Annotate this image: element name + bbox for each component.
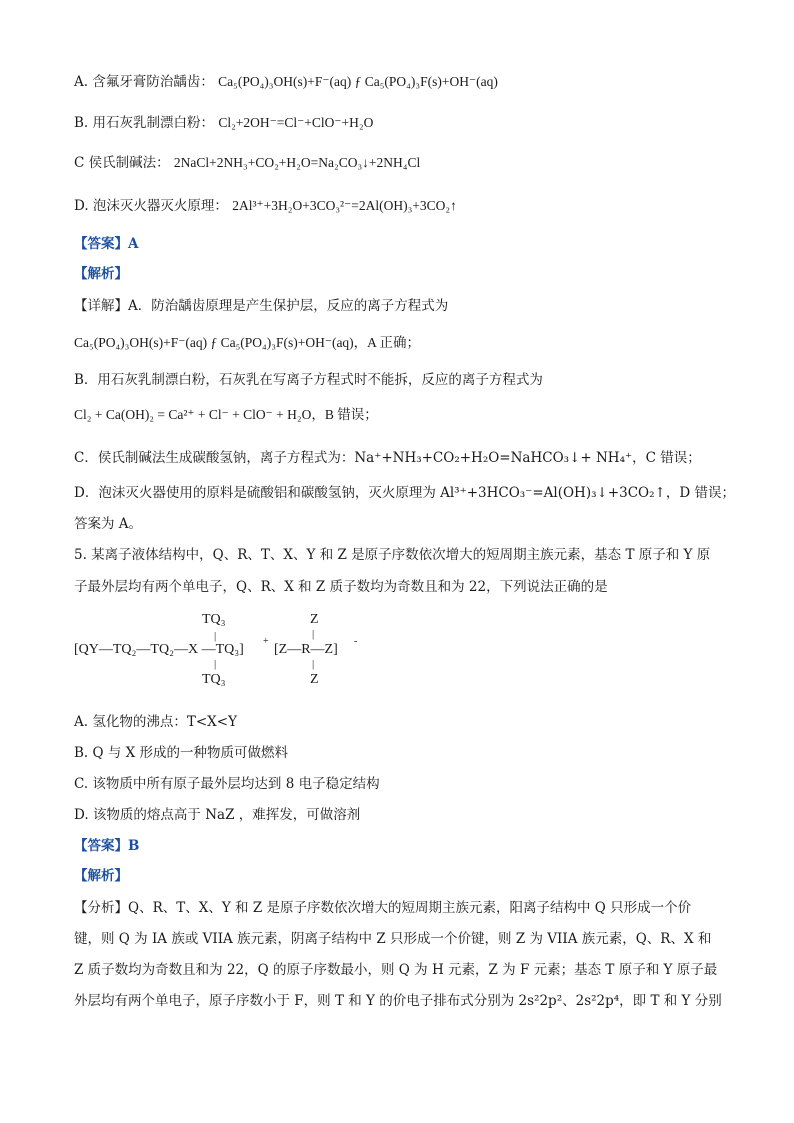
q5-stem-1: 5. 某离子液体结构中，Q、R、T、X、Y 和 Z 是原子序数依次增大的短周期主族元素，基态 T 原子和 Y 原 (74, 547, 711, 563)
option-b-label: B. 用石灰乳制漂白粉： (74, 115, 215, 131)
q5-option-d: D. 该物质的熔点高于 NaZ ，难挥发，可做溶剂 (74, 807, 361, 823)
option-a (74, 72, 498, 92)
option-d-equation: 2Al³⁺+3H₂O+3CO₃²⁻=2Al(OH)₃+3CO₂↑ (232, 198, 457, 213)
q4-detail-3: B．用石灰乳制漂白粉，石灰乳在写离子方程式时不能拆，反应的离子方程式为 (74, 372, 543, 388)
q4-analysis-tag (74, 264, 128, 284)
option-c (74, 153, 420, 173)
structure-top-group: TQ₃ (202, 612, 226, 627)
structure-bottom-group: TQ₃ (202, 672, 226, 687)
structure-bottom-bond: | (214, 658, 217, 670)
q4-detail-1: 【详解】A．防治龋齿原理是产生保护层，反应的离子方程式为 (74, 298, 449, 314)
q4-answer (74, 234, 138, 254)
option-c-label: C 侯氏制碱法： (74, 155, 170, 171)
q5-analysis-4: 外层均有两个单电子，原子序数小于 F，则 T 和 Y 的价电子排布式分别为 2s²2p²、2s²2p⁴，即 T 和 Y 分别 (74, 993, 722, 1009)
anion-bottom-bond: | (312, 658, 315, 670)
q4-detail-6: D．泡沫灭火器使用的原料是硫酸铝和碳酸氢钠，灭火原理为 Al³⁺+3HCO₃⁻=Al(OH)₃↓+3CO₂↑，D 错误； (74, 485, 735, 501)
q5-option-b: B. Q 与 X 形成的一种物质可做燃料 (74, 745, 289, 761)
q4-answer-text: 【答案】A (74, 236, 139, 252)
q5-option-c: C. 该物质中所有原子最外层均达到 8 电子稳定结构 (74, 776, 380, 792)
q5-stem-2: 子最外层均有两个单电子，Q、R、X 和 Z 质子数均为奇数且和为 22，下列说法正确的是 (74, 579, 608, 595)
q5-analysis-2: 键，则 Q 为 IA 族或 VIIA 族元素，阴离子结构中 Z 只形成一个价键，则 Z 为 VIIA 族元素，Q、R、X 和 (74, 931, 712, 947)
anion-top-atom: Z (310, 612, 319, 627)
option-a-equation: Ca₅(PO₄)₃OH(s)+F⁻(aq) ƒ Ca₅(PO₄)₃F(s)+OH⁻(aq) (218, 74, 498, 89)
structure-cation-charge: + (263, 636, 269, 647)
q5-analysis-tag (74, 866, 128, 886)
option-b (74, 113, 373, 133)
q4-detail-2: Ca₅(PO₄)₃OH(s)+F⁻(aq) ƒ Ca₅(PO₄)₃F(s)+OH⁻(aq)，A 正确； (74, 335, 421, 350)
anion-charge: - (354, 636, 358, 647)
q5-answer-text: 【答案】B (74, 838, 140, 854)
option-a-label: A. 含氟牙膏防治龋齿： (74, 74, 214, 90)
anion-top-bond: | (312, 628, 315, 640)
q5-option-a: A. 氢化物的沸点：T<X<Y (74, 714, 237, 730)
q5-analysis-label: 【解析】 (74, 868, 128, 884)
q4-analysis-label: 【解析】 (74, 266, 128, 282)
q4-detail-7: 答案为 A。 (74, 516, 143, 532)
option-d-label: D. 泡沫灭火器灭火原理： (74, 198, 228, 214)
option-d (74, 196, 457, 216)
anion-bottom-atom: Z (310, 672, 319, 687)
q4-detail-4: Cl₂ + Ca(OH)₂ = Ca²⁺ + Cl⁻ + ClO⁻ + H₂O，B 错误； (74, 407, 378, 422)
structure-top-bond: | (214, 630, 217, 642)
option-c-equation: 2NaCl+2NH₃+CO₂+H₂O=Na₂CO₃↓+2NH₄Cl (173, 155, 421, 170)
q5-answer (74, 836, 139, 856)
q4-detail-5: C．侯氏制碱法生成碳酸氢钠，离子方程式为：Na⁺+NH₃+CO₂+H₂O=NaHCO₃↓+ NH₄⁺，C 错误； (74, 450, 701, 466)
q5-analysis-1: 【分析】Q、R、T、X、Y 和 Z 是原子序数依次增大的短周期主族元素，阳离子结构中 Q 只形成一个价 (74, 900, 692, 916)
ionic-liquid-structure (74, 612, 374, 692)
q5-analysis-3: Z 质子数均为奇数且和为 22，Q 的原子序数最小，则 Q 为 H 元素，Z 为 F 元素；基态 T 原子和 Y 原子最 (74, 962, 718, 978)
option-b-equation: Cl₂+2OH⁻=Cl⁻+ClO⁻+H₂O (218, 115, 374, 130)
anion-chain: [Z—R—Z] (274, 642, 338, 657)
structure-cation-chain: [QY—TQ₂—TQ₂—X —TQ₃] (74, 642, 244, 657)
